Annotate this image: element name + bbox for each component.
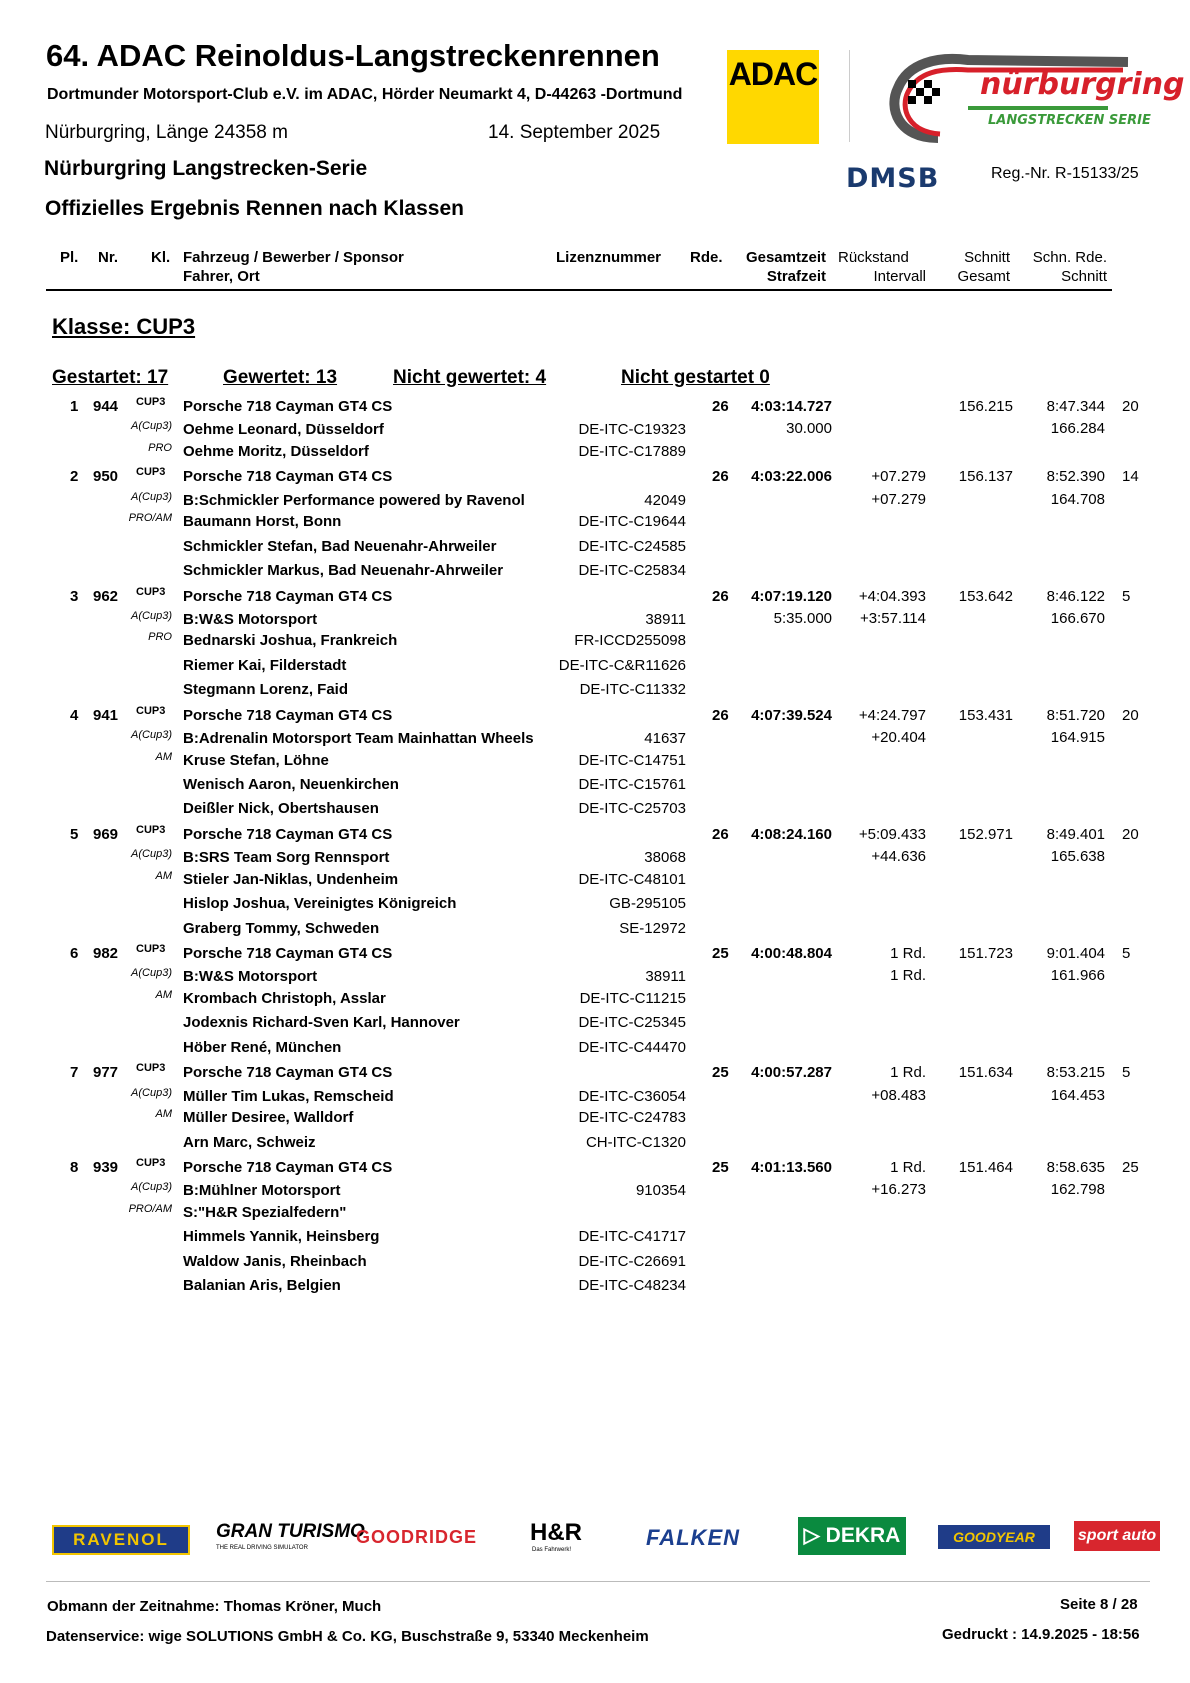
col-schnitt2: Schnitt — [1061, 268, 1107, 285]
result-best-lap-average: 166.670 — [1050, 609, 1105, 627]
divider — [849, 50, 850, 142]
result-gap: 1 Rd. — [890, 1064, 926, 1082]
goodyear-logo: GOODYEAR — [938, 1525, 1050, 1549]
license-number: DE-ITC-C25345 — [578, 1014, 686, 1032]
result-position: 5 — [70, 826, 79, 843]
entrant-or-driver: Balanian Aris, Belgien — [183, 1277, 341, 1295]
driver-category-tag: AM — [155, 989, 172, 1001]
result-average: 151.634 — [958, 1064, 1013, 1082]
result-position: 8 — [70, 1159, 79, 1177]
entrant-or-driver: Müller Desiree, Walldorf — [183, 1109, 354, 1127]
license-number: DE-ITC-C19323 — [578, 421, 686, 439]
result-best-lap-average: 164.453 — [1050, 1086, 1105, 1104]
count-classified: Gewertet: 13 — [223, 367, 338, 388]
result-position: 7 — [70, 1064, 79, 1082]
result-average: 153.431 — [958, 706, 1013, 724]
result-interval: +20.404 — [871, 729, 926, 746]
timekeeping-official: Obmann der Zeitnahme: Thomas Kröner, Much — [47, 1598, 382, 1615]
result-best-lap-time: 8:46.122 — [1046, 587, 1105, 605]
result-best-lap-average: 162.798 — [1050, 1181, 1105, 1199]
result-interval: 1 Rd. — [890, 967, 926, 985]
license-number: CH-ITC-C1320 — [585, 1133, 686, 1151]
result-average: 156.137 — [958, 468, 1013, 486]
license-number: 38911 — [645, 610, 686, 628]
license-number: DE-ITC-C17889 — [578, 442, 686, 460]
race-date: 14. September 2025 — [488, 122, 661, 143]
result-best-lap-number: 5 — [1122, 587, 1131, 605]
result-best-lap-average: 164.915 — [1050, 729, 1105, 746]
entrant-or-driver: Oehme Leonard, Düsseldorf — [183, 421, 384, 439]
result-car: Porsche 718 Cayman GT4 CS — [183, 398, 393, 415]
license-number: DE-ITC-C11215 — [579, 990, 686, 1007]
driver-category-tag: A(Cup3) — [131, 420, 172, 433]
svg-text:nürburgring: nürburgring — [980, 67, 1185, 102]
result-best-lap-number: 14 — [1122, 468, 1139, 486]
result-car-number: 982 — [93, 945, 119, 963]
col-rueckstand: Rückstand — [838, 249, 909, 266]
entrant-or-driver: Jodexnis Richard-Sven Karl, Hannover — [183, 1014, 460, 1032]
result-car: Porsche 718 Cayman GT4 CS — [183, 945, 393, 963]
driver-category-tag: A(Cup3) — [131, 490, 172, 503]
result-car: Porsche 718 Cayman GT4 CS — [183, 587, 393, 605]
col-pl: Pl. — [60, 249, 79, 266]
page-number: Seite 8 / 28 — [1060, 1596, 1138, 1613]
result-best-lap-time: 8:58.635 — [1046, 1159, 1105, 1177]
result-laps: 26 — [712, 826, 729, 843]
license-number: 42049 — [644, 491, 686, 509]
entrant-or-driver: Hislop Joshua, Vereinigtes Königreich — [183, 895, 457, 913]
result-total-time: 4:01:13.560 — [751, 1159, 832, 1177]
entrant-or-driver: Schmickler Markus, Bad Neuenahr-Ahrweiler — [183, 562, 504, 579]
col-kl: Kl. — [151, 249, 171, 266]
col-nr: Nr. — [98, 249, 119, 266]
result-gap: 1 Rd. — [890, 1159, 926, 1177]
result-position: 2 — [70, 468, 79, 486]
driver-category-tag: PRO — [148, 631, 172, 644]
result-best-lap-time: 8:49.401 — [1046, 826, 1105, 843]
result-best-lap-time: 8:47.344 — [1046, 398, 1105, 415]
col-schnitt: Schnitt — [964, 249, 1010, 266]
result-class: CUP3 — [136, 824, 166, 836]
result-position: 6 — [70, 945, 79, 963]
result-car-number: 962 — [93, 587, 119, 605]
result-class: CUP3 — [136, 1062, 166, 1075]
license-number: DE-ITC-C44470 — [578, 1038, 686, 1056]
result-best-lap-number: 25 — [1122, 1159, 1139, 1177]
license-number: DE-ITC-C15761 — [578, 776, 686, 793]
entrant-or-driver: B:W&S Motorsport — [183, 610, 318, 628]
col-rde: Rde. — [690, 249, 723, 266]
result-gap: +5:09.433 — [858, 826, 926, 843]
driver-category-tag: A(Cup3) — [131, 848, 172, 861]
result-class: CUP3 — [136, 585, 166, 598]
result-best-lap-average: 165.638 — [1050, 848, 1105, 866]
license-number: DE-ITC-C48101 — [578, 870, 686, 888]
result-class: CUP3 — [136, 466, 166, 479]
result-gap: +4:04.393 — [858, 587, 926, 605]
driver-category-tag: AM — [155, 869, 172, 882]
result-title: Offizielles Ergebnis Rennen nach Klassen — [45, 197, 464, 220]
entrant-or-driver: Stieler Jan-Niklas, Undenheim — [183, 870, 399, 888]
entrant-or-driver: Riemer Kai, Filderstadt — [183, 656, 347, 674]
hr-logo: H&R — [530, 1519, 582, 1546]
result-position: 4 — [70, 706, 79, 724]
license-number: DE-ITC-C19644 — [578, 513, 686, 531]
result-best-lap-number: 5 — [1122, 1064, 1131, 1082]
driver-category-tag: PRO/AM — [128, 512, 172, 525]
printed-timestamp: Gedruckt : 14.9.2025 - 18:56 — [942, 1626, 1140, 1643]
col-fahrer: Fahrer, Ort — [183, 268, 260, 285]
result-car-number: 950 — [93, 468, 119, 486]
entrant-or-driver: Schmickler Stefan, Bad Neuenahr-Ahrweiler — [183, 537, 497, 555]
license-number: 38068 — [644, 849, 686, 867]
result-car-number: 944 — [93, 398, 119, 415]
result-interval: +08.483 — [871, 1086, 926, 1104]
falken-logo: FALKEN — [646, 1525, 740, 1550]
registration-number: Reg.-Nr. R-15133/25 — [991, 165, 1139, 182]
license-number: DE-ITC-C24585 — [578, 537, 686, 555]
license-number: DE-ITC-C36054 — [578, 1087, 686, 1105]
entrant-or-driver: B:SRS Team Sorg Rennsport — [183, 849, 390, 867]
entrant-or-driver: B:Adrenalin Motorsport Team Mainhattan Wheels — [183, 730, 534, 747]
result-best-lap-number: 20 — [1122, 826, 1139, 843]
result-car: Porsche 718 Cayman GT4 CS — [183, 826, 393, 843]
entrant-or-driver: Oehme Moritz, Düsseldorf — [183, 442, 369, 460]
result-position: 3 — [70, 587, 79, 605]
entrant-or-driver: B:Schmickler Performance powered by Ravenol — [183, 491, 525, 509]
gran-turismo-logo: GRAN TURISMO — [216, 1521, 365, 1542]
license-number: DE-ITC-C11332 — [579, 681, 686, 699]
result-best-lap-time: 8:53.215 — [1046, 1064, 1105, 1082]
driver-category-tag: AM — [155, 1108, 172, 1121]
entrant-or-driver: Bednarski Joshua, Frankreich — [183, 632, 398, 650]
license-number: 38911 — [645, 968, 686, 986]
driver-category-tag: AM — [155, 750, 172, 763]
result-average: 153.642 — [958, 587, 1013, 605]
result-laps: 26 — [712, 468, 729, 486]
result-best-lap-average: 161.966 — [1050, 967, 1105, 985]
license-number: DE-ITC-C&R11626 — [558, 656, 686, 674]
goodridge-logo: GOODRIDGE — [356, 1527, 478, 1547]
adac-logo: ADAC — [727, 50, 819, 144]
result-interval: +16.273 — [871, 1181, 926, 1199]
driver-category-tag: A(Cup3) — [131, 609, 172, 622]
result-total-time: 4:03:22.006 — [751, 468, 832, 486]
license-number: 41637 — [644, 730, 686, 747]
entrant-or-driver: Baumann Horst, Bonn — [183, 513, 342, 531]
result-penalty-time: 5:35.000 — [773, 609, 832, 627]
result-best-lap-number: 20 — [1122, 398, 1139, 415]
result-laps: 26 — [712, 398, 729, 415]
result-best-lap-number: 5 — [1122, 945, 1131, 963]
svg-text:LANGSTRECKEN SERIE: LANGSTRECKEN SERIE — [988, 113, 1151, 128]
sport-auto-logo: sport auto — [1074, 1521, 1160, 1551]
entrant-or-driver: Stegmann Lorenz, Faid — [183, 681, 349, 699]
result-laps: 25 — [712, 1159, 729, 1177]
result-best-lap-average: 166.284 — [1050, 420, 1105, 438]
result-total-time: 4:08:24.160 — [751, 826, 832, 843]
entrant-or-driver: B:Mühlner Motorsport — [183, 1182, 341, 1200]
col-strafzeit: Strafzeit — [766, 268, 826, 285]
license-number: DE-ITC-C14751 — [578, 751, 686, 769]
entrant-or-driver: Graberg Tommy, Schweden — [183, 919, 380, 937]
result-penalty-time: 30.000 — [786, 420, 832, 438]
entrant-or-driver: Deißler Nick, Obertshausen — [183, 800, 379, 818]
result-best-lap-time: 8:52.390 — [1046, 468, 1105, 486]
result-best-lap-time: 9:01.404 — [1046, 945, 1105, 963]
entrant-or-driver: Höber René, München — [183, 1038, 342, 1056]
result-car-number: 941 — [93, 706, 119, 724]
driver-category-tag: A(Cup3) — [131, 1086, 172, 1099]
result-class: CUP3 — [136, 396, 166, 408]
result-class: CUP3 — [136, 943, 166, 956]
result-car: Porsche 718 Cayman GT4 CS — [183, 1064, 393, 1082]
header-rule — [46, 289, 1112, 291]
col-gesamt: Gesamt — [957, 268, 1010, 285]
result-interval: +3:57.114 — [859, 609, 926, 627]
entrant-or-driver: Müller Tim Lukas, Remscheid — [183, 1087, 394, 1105]
ravenol-logo: RAVENOL — [52, 1525, 190, 1555]
license-number: DE-ITC-C48234 — [578, 1277, 686, 1295]
entrant-or-driver: Arn Marc, Schweiz — [183, 1133, 316, 1151]
result-average: 152.971 — [958, 826, 1013, 843]
result-gap: +07.279 — [871, 468, 926, 486]
count-started: Gestartet: 17 — [52, 367, 169, 388]
result-total-time: 4:07:39.524 — [751, 706, 832, 724]
col-intervall: Intervall — [873, 268, 926, 285]
driver-category-tag: A(Cup3) — [131, 729, 172, 741]
entrant-or-driver: B:W&S Motorsport — [183, 968, 318, 986]
result-average: 151.464 — [958, 1159, 1013, 1177]
driver-category-tag: A(Cup3) — [131, 1181, 172, 1194]
result-average: 156.215 — [958, 398, 1013, 415]
dekra-logo: ▷ DEKRA — [798, 1517, 906, 1555]
series-name: Nürburgring Langstrecken-Serie — [44, 157, 368, 180]
result-car-number: 977 — [93, 1064, 119, 1082]
driver-category-tag: PRO — [148, 441, 172, 454]
hr-tagline: Das Fahrwerk! — [532, 1547, 572, 1553]
page-title: 64. ADAC Reinoldus-Langstreckenrennen — [46, 38, 660, 73]
sponsor-bar — [50, 1515, 1170, 1559]
track-location: Nürburgring, Länge 24358 m — [45, 122, 288, 143]
col-schnrde: Schn. Rde. — [1032, 249, 1107, 266]
result-best-lap-number: 20 — [1122, 706, 1139, 724]
license-number: DE-ITC-C25703 — [578, 800, 686, 818]
result-interval: +07.279 — [871, 490, 926, 508]
data-service: Datenservice: wige SOLUTIONS GmbH & Co. KG, Buschstraße 9, 53340 Meckenheim — [46, 1628, 649, 1645]
entrant-or-driver: Himmels Yannik, Heinsberg — [183, 1228, 380, 1246]
license-number: FR-ICCD255098 — [574, 632, 686, 650]
license-number: DE-ITC-C41717 — [578, 1228, 686, 1246]
result-car: Porsche 718 Cayman GT4 CS — [183, 1159, 393, 1177]
result-total-time: 4:00:57.287 — [751, 1064, 832, 1082]
dmsb-logo: DMSB — [846, 163, 940, 194]
count-not-started: Nicht gestartet 0 — [621, 367, 770, 388]
result-car: Porsche 718 Cayman GT4 CS — [183, 706, 393, 724]
entrant-or-driver: Waldow Janis, Rheinbach — [183, 1252, 367, 1270]
driver-category-tag: A(Cup3) — [131, 967, 172, 980]
result-class: CUP3 — [136, 1157, 166, 1170]
result-car: Porsche 718 Cayman GT4 CS — [183, 468, 393, 486]
result-best-lap-average: 164.708 — [1050, 490, 1105, 508]
dekra-arrow-icon: ▷ — [803, 1524, 820, 1547]
result-position: 1 — [70, 398, 79, 415]
license-number: GB-295105 — [609, 895, 686, 913]
license-number: SE-12972 — [619, 919, 686, 937]
license-number: DE-ITC-C24783 — [578, 1109, 686, 1127]
result-laps: 25 — [712, 1064, 729, 1082]
result-car-number: 939 — [93, 1159, 119, 1177]
license-number: DE-ITC-C26691 — [578, 1252, 686, 1270]
entrant-or-driver: Kruse Stefan, Löhne — [183, 751, 329, 769]
gran-turismo-tagline: THE REAL DRIVING SIMULATOR — [216, 1545, 308, 1551]
col-fahrzeug: Fahrzeug / Bewerber / Sponsor — [183, 249, 404, 266]
organizer: Dortmunder Motorsport-Club e.V. im ADAC, Hörder Neumarkt 4, D-44263 -Dortmund — [47, 86, 683, 103]
entrant-or-driver: Wenisch Aaron, Neuenkirchen — [183, 776, 399, 793]
col-gesamtzeit: Gesamtzeit — [745, 249, 826, 266]
entrant-or-driver: Krombach Christoph, Asslar — [183, 990, 386, 1007]
result-best-lap-time: 8:51.720 — [1046, 706, 1105, 724]
count-not-classified: Nicht gewertet: 4 — [393, 367, 547, 388]
license-number: DE-ITC-C25834 — [578, 562, 686, 579]
col-lizenz: Lizenznummer — [556, 249, 662, 266]
result-laps: 26 — [712, 587, 729, 605]
result-gap: +4:24.797 — [858, 706, 926, 724]
class-title: Klasse: CUP3 — [52, 314, 196, 339]
result-gap: 1 Rd. — [890, 945, 926, 963]
result-car-number: 969 — [93, 826, 119, 843]
result-interval: +44.636 — [871, 848, 926, 866]
entrant-or-driver: S:"H&R Spezialfedern" — [183, 1204, 347, 1221]
footer-rule — [46, 1581, 1150, 1582]
driver-category-tag: PRO/AM — [128, 1203, 172, 1215]
result-total-time: 4:03:14.727 — [751, 398, 832, 415]
result-class: CUP3 — [136, 704, 166, 717]
result-laps: 25 — [712, 945, 729, 963]
license-number: 910354 — [635, 1182, 686, 1200]
result-laps: 26 — [712, 706, 729, 724]
result-total-time: 4:00:48.804 — [751, 945, 832, 963]
result-average: 151.723 — [958, 945, 1013, 963]
nuerburgring-logo — [878, 48, 1185, 148]
result-total-time: 4:07:19.120 — [751, 587, 832, 605]
